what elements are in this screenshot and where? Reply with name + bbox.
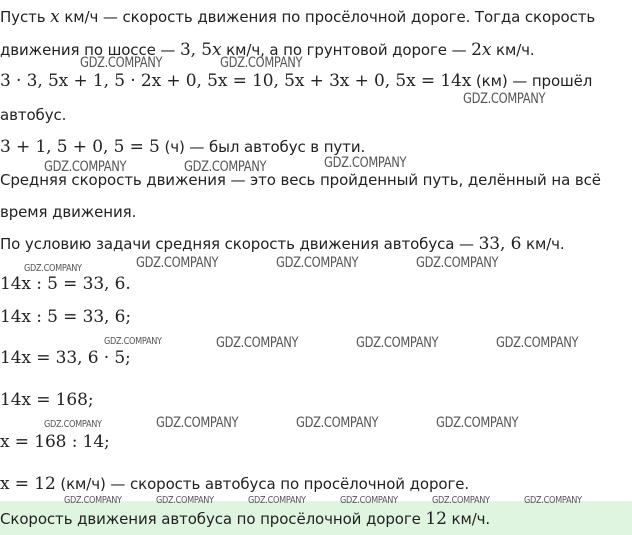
watermark: GDZ.COMPANY — [432, 495, 490, 506]
speeds-text-2: км/ч, а по грунтовой дороге — — [221, 41, 472, 59]
equation-2: 14x : 5 = 33, 6; — [0, 307, 132, 327]
answer-text — [0, 509, 490, 529]
watermark: GDZ.COMPANY — [220, 55, 303, 71]
watermark: GDZ.COMPANY — [216, 335, 299, 351]
paragraph-speeds — [0, 40, 535, 60]
watermark: GDZ.COMPANY — [80, 55, 163, 71]
watermark: GDZ.COMPANY — [416, 255, 499, 271]
answer-text-1: Скорость движения автобуса по просёлочной дороге — [0, 510, 426, 528]
watermark: GDZ.COMPANY — [44, 419, 102, 430]
watermark: GDZ.COMPANY — [463, 91, 546, 107]
intro-text-2: км/ч — скорость движения по просёлочной дороге. Тогда скорость — [59, 8, 596, 26]
condition-value: 33, 6 — [478, 234, 522, 254]
result-text: (км/ч) — скорость автобуса по просёлочной дороге. — [55, 475, 470, 493]
watermark: GDZ.COMPANY — [324, 155, 407, 171]
watermark: GDZ.COMPANY — [44, 159, 127, 175]
watermark: GDZ.COMPANY — [496, 335, 579, 351]
time-expression: 3 + 1, 5 + 0, 5 = 5 — [0, 137, 160, 157]
watermark: GDZ.COMPANY — [436, 415, 519, 431]
condition-text-1: По условию задачи средняя скорость движения автобуса — — [0, 235, 479, 253]
watermark: GDZ.COMPANY — [156, 415, 239, 431]
watermark: GDZ.COMPANY — [356, 335, 439, 351]
highway-var: x — [212, 40, 222, 60]
watermark: GDZ.COMPANY — [524, 495, 582, 506]
equation-1: 14x : 5 = 33, 6. — [0, 274, 131, 294]
paragraph-result — [0, 474, 469, 494]
intro-text-1: Пусть — [0, 8, 51, 26]
highway-coef: 3, 5 — [179, 40, 213, 60]
speeds-text-3: км/ч. — [491, 41, 535, 59]
var-x: x — [50, 7, 60, 27]
paragraph-time — [0, 137, 365, 157]
dirt-coef: 2 — [471, 40, 482, 60]
watermark: GDZ.COMPANY — [276, 255, 359, 271]
watermark: GDZ.COMPANY — [184, 159, 267, 175]
watermark: GDZ.COMPANY — [104, 336, 162, 347]
watermark: GDZ.COMPANY — [136, 255, 219, 271]
watermark: GDZ.COMPANY — [340, 495, 398, 506]
answer-text-2: км/ч. — [446, 510, 491, 528]
paragraph-distance — [0, 71, 592, 91]
distance-text: (км) — прошёл — [471, 72, 593, 90]
equation-5: x = 168 : 14; — [0, 432, 110, 452]
distance-expression: 3 · 3, 5x + 1, 5 · 2x + 0, 5x = 10, 5x + 3x + 0, 5x = 14x — [0, 71, 472, 91]
condition-text-2: км/ч. — [521, 235, 565, 253]
paragraph-bus: автобус. — [0, 106, 67, 124]
paragraph-condition — [0, 234, 565, 254]
watermark: GDZ.COMPANY — [296, 415, 379, 431]
watermark: GDZ.COMPANY — [156, 495, 214, 506]
dirt-var: x — [481, 40, 492, 60]
watermark: GDZ.COMPANY — [248, 495, 306, 506]
paragraph-average-def-2: время движения. — [0, 203, 137, 221]
paragraph-average-def: Средняя скорость движения — это весь пройденный путь, делённый на всё — [0, 171, 601, 189]
watermark: GDZ.COMPANY — [24, 263, 82, 274]
answer-value: 12 — [425, 509, 447, 529]
equation-4: 14x = 168; — [0, 390, 94, 410]
result-expression: x = 12 — [0, 474, 56, 494]
speeds-text-1: движения по шоссе — — [0, 41, 180, 59]
paragraph-intro — [0, 7, 595, 27]
time-text: (ч) — был автобус в пути. — [159, 138, 366, 156]
equation-3: 14x = 33, 6 · 5; — [0, 348, 131, 368]
watermark: GDZ.COMPANY — [64, 495, 122, 506]
